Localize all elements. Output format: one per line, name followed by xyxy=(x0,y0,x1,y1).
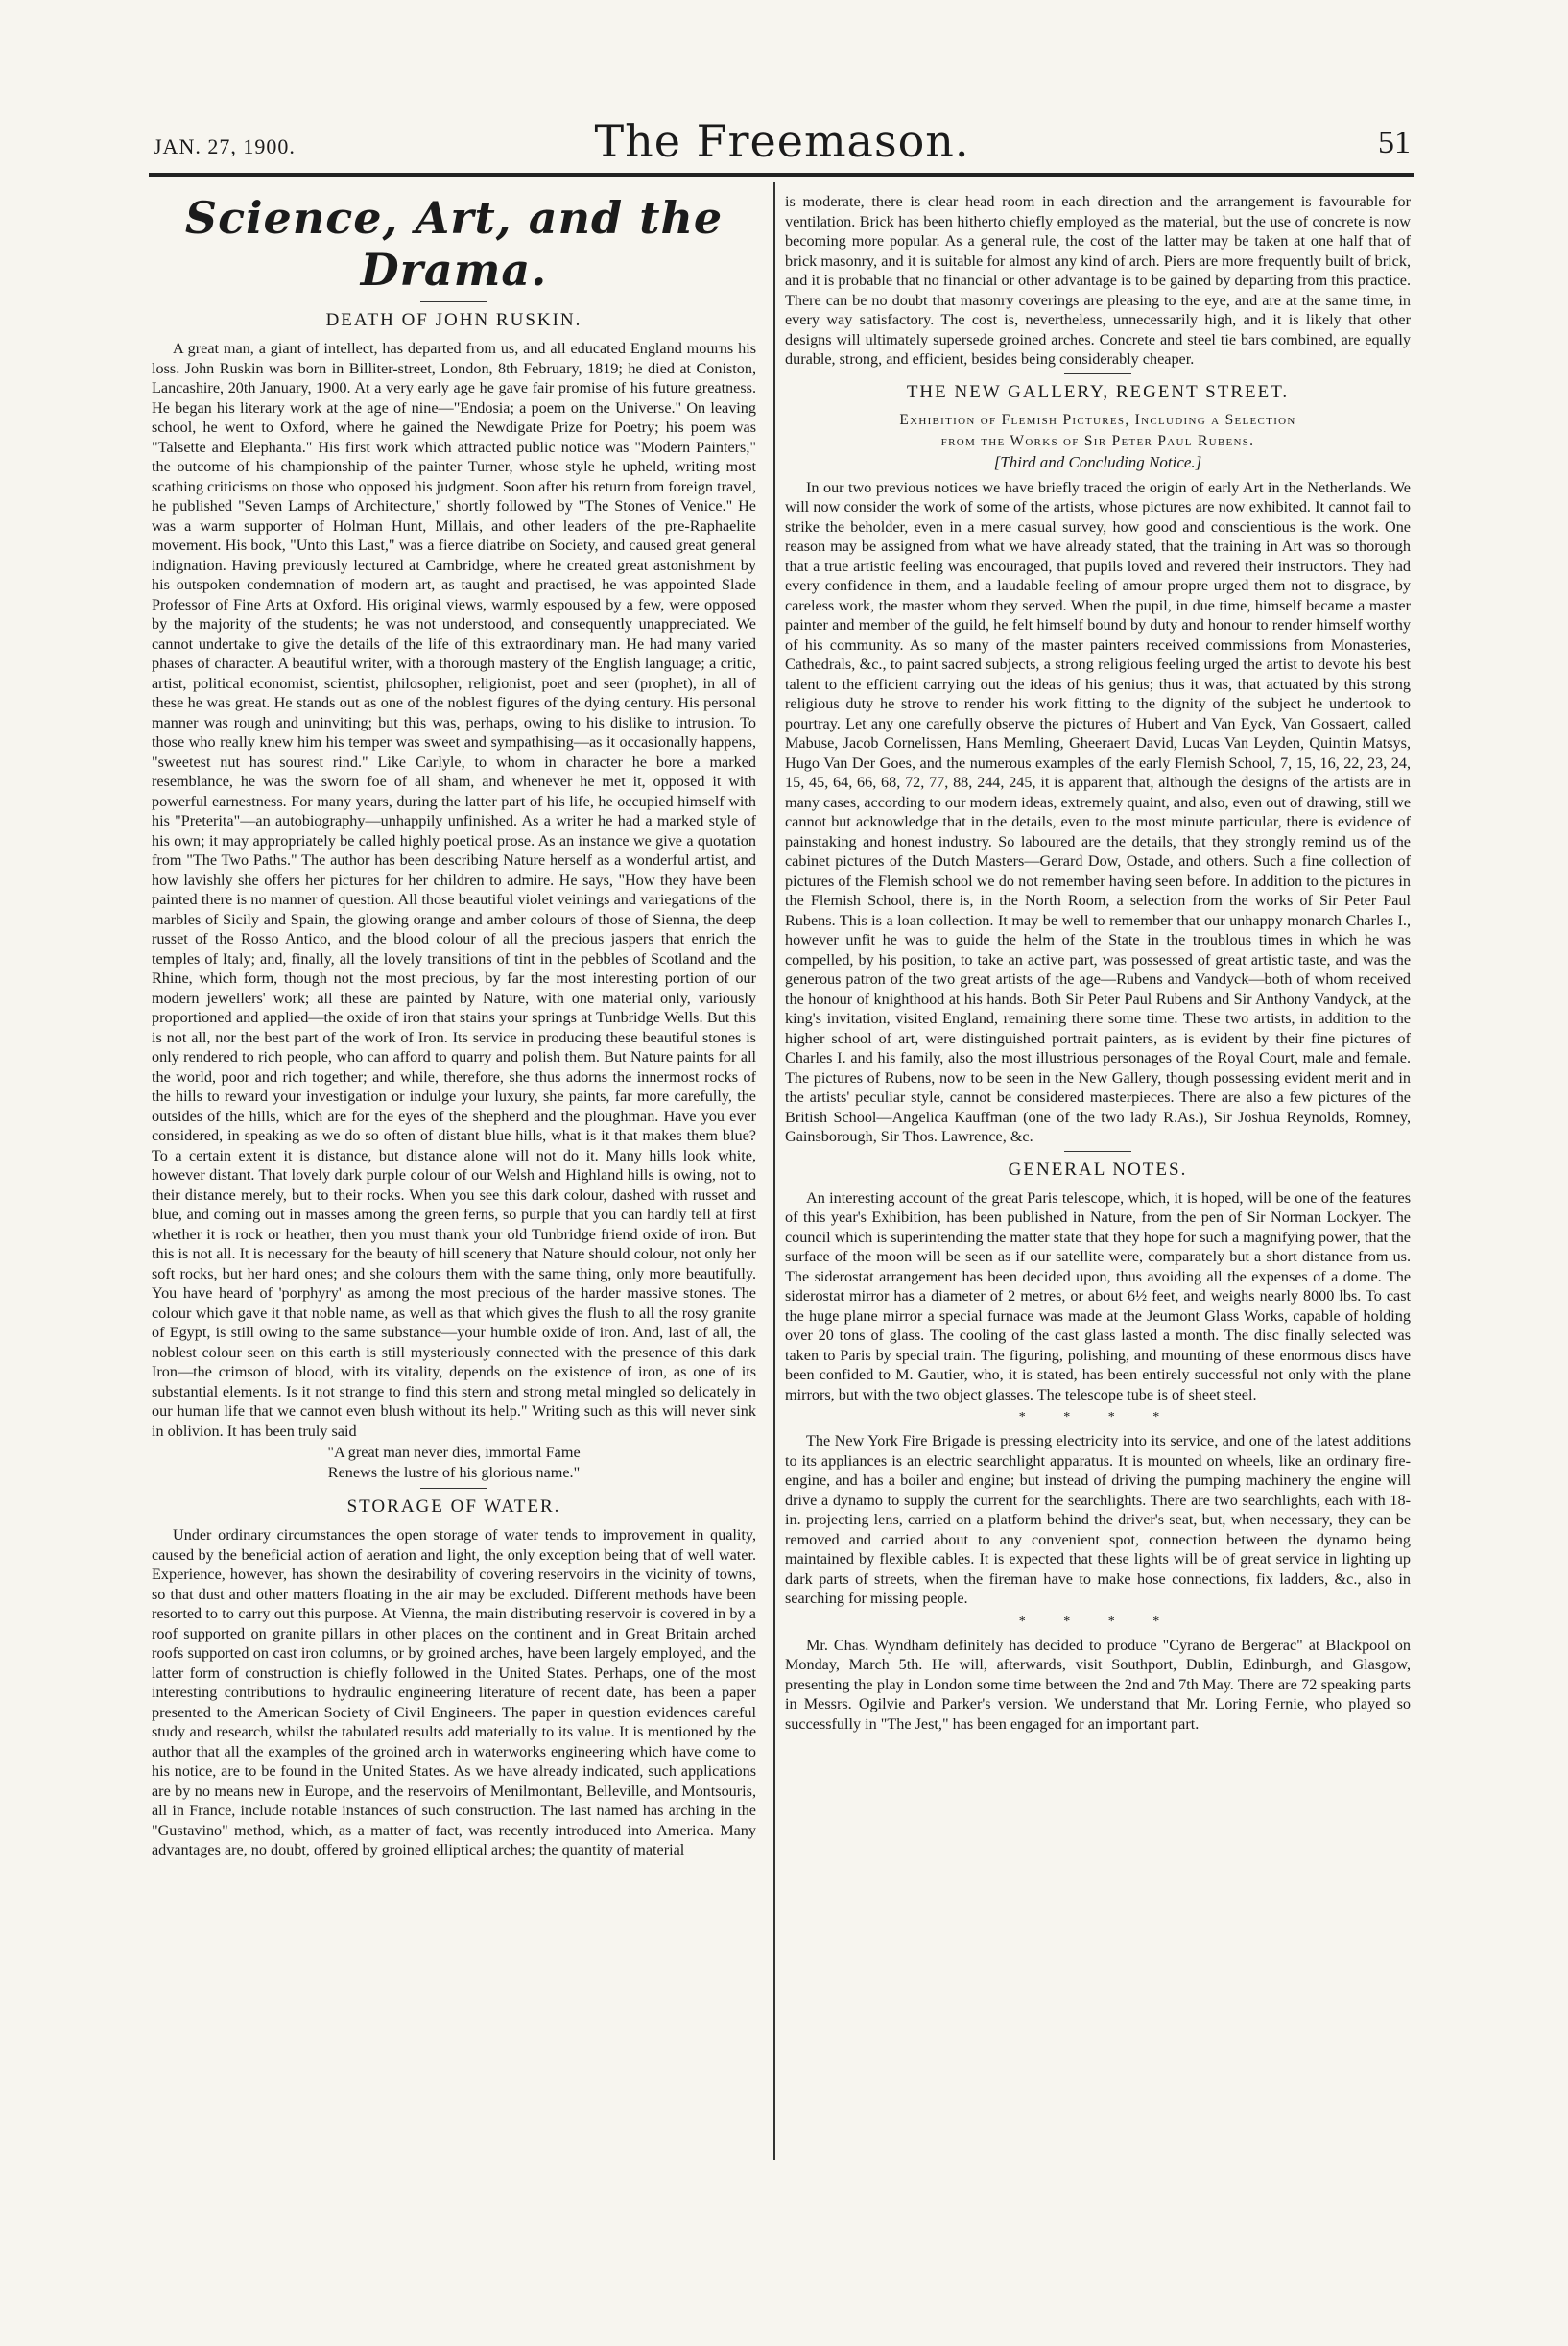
left-column xyxy=(152,192,756,1860)
section-title: Science, Art, and the Drama. xyxy=(184,192,724,296)
notes-wyndham-text: Mr. Chas. Wyndham definitely has decided to produce "Cyrano de Bergerac" at Blackpool on Monday, March 5th. He will, afterwards, visit Southport, Dublin, Edinburgh, and Glasgow, presenting the play in London some time between the 2nd and 7th May. There are 72 speaking parts in Messrs. Ogilvie and Parker's version. We understand that Mr. Loring Fernie, who played so successfully in "The Jest," has been engaged for an important part. xyxy=(785,1636,1411,1733)
notes-heading: GENERAL NOTES. xyxy=(1008,1159,1188,1180)
divider xyxy=(1064,1151,1131,1152)
storage-heading: STORAGE OF WATER. xyxy=(346,1496,561,1517)
asterism: * * * * xyxy=(1018,1410,1177,1424)
divider xyxy=(420,1488,487,1489)
divider xyxy=(420,301,487,302)
notes-telescope-text: An interesting account of the great Paris telescope, which, it is hoped, will be one of the features of this year's Exhibition, has been published in Nature, from the pen of Sir Norman Lockyer. The council which is superintending the matter state that they hope for such a magnifying power, that the surface of the moon will be seen as if our satellite were, comparately but a short distance from us. The siderostat arrangement has been decided upon, thus avoiding all the expenses of a dome. The siderostat mirror has a diameter of 2 metres, or about 6½ feet, and weighs nearly 8000 lbs. To cast the huge plane mirror a special furnace was made at the Jeumont Glass Works, capable of holding over 20 tons of glass. The cooling of the cast glass lasted a month. The disc finally selected was taken to Paris by special train. The figuring, polishing, and mounting of these enormous discs have been confided to M. Gautier, who, it is stated, has been entirely successful not only with the plane mirrors, but with the two object glasses. The telescope tube is of sheet steel. xyxy=(785,1188,1411,1403)
ruskin-quote-line-2: Renews the lustre of his glorious name." xyxy=(327,1463,581,1481)
notes-fire-brigade-text: The New York Fire Brigade is pressing electricity into its service, and one of the latest additions to its appliances is an electric searchlight apparatus. It is mounted on wheels, like an ordinary fire-engine, and has a boiler and engine; but instead of driving the pumping machinery the engine will drive a dynamo to supply the current for the searchlights. There are two searchlights, each with 18-in. projecting lens, carried on a platform behind the driver's seat, but, when necessary, they can be removed and carried about to any convenient spot, connection between the dynamo being maintained by flexible cables. It is expected that these lights will be of great service in lighting up dark parts of streets, when the fireman have to make hose connections, fix ladders, &c., also in searching for missing people. xyxy=(785,1432,1411,1607)
gallery-article-text: In our two previous notices we have briefly traced the origin of early Art in the Netherlands. We will now consider the work of some of the artists, whose pictures are now exhibited. It cannot fail to strike the beholder, even in a mere casual survey, how good and conscientious is the work. One reason may be assigned from what we have already stated, that the training in Art was so thorough that a true artistic feeling was encouraged, that pupils loved and revered their instructors. They had every confidence in them, and a laudable feeling of amour propre urged them not to disgrace, by careless work, the master whom they served. When the pupil, in due time, himself became a master painter and member of the guild, he felt himself bound by duty and honour to render himself worthy of his community. As so many of the master painters received commissions from Monasteries, Cathedrals, &c., to paint sacred subjects, a strong religious feeling urged the artist to devote his best talent to the efficient carrying out the ideas of his genius; thus it was, that actuated by this strong religious duty he strove to render his work fitting to the dignity of the subject he undertook to pourtray. Let any one carefully observe the pictures of Hubert and Van Eyck, Van Gossaert, called Mabuse, Jacob Cornelissen, Hans Memling, Gheeraert David, Lucas Van Leyden, Quintin Matsys, Hugo Van Der Goes, and the numerous examples of the early Flemish School, 7, 15, 16, 22, 23, 24, 15, 45, 64, 66, 68, 72, 77, 88, 244, 245, it is apparent that, although the designs of the artists are in many cases, according to our modern ideas, extremely quaint, and also, even out of drawing, still we cannot but acknowledge that in the details, even to the most minute particular, there is evidence of painstaking and honest industry. So laboured are the details, that they strongly remind us of the cabinet pictures of the Dutch Masters—Gerard Dow, Ostade, and others. Such a fine collection of pictures of the Flemish school we do not remember having seen before. In addition to the pictures in the Flemish School, there is, in the North Room, a selection from the works of Sir Peter Paul Rubens. This is a loan collection. It may be well to remember that our unhappy monarch Charles I., however unfit he was to guide the helm of the State in the troublous times in which he was compelled, by his position, to take an active part, was possessed of great artistic taste, and was the generous patron of the two great artists of the age—Rubens and Vandyck—both of whom received the honour of knighthood at his hands. Both Sir Peter Paul Rubens and Sir Anthony Vandyck, at the king's invitation, visited England, remaining there some time. These two artists, in addition to the higher school of art, were distinguished portrait painters, as is evident by their fine pictures of Charles I. and his family, also the most illustrious personages of the Royal Court, male and female. The pictures of Rubens, now to be seen in the New Gallery, though possessing evident merit and in the artists' peculiar style, cannot be considered masterpieces. There are also a few pictures of the British School—Angelica Kauffman (one of the two lady R.As.), Sir Joshua Reynolds, Romney, Gainsborough, Sir Thos. Lawrence, &c. xyxy=(785,478,1411,1145)
storage-article-continued: is moderate, there is clear head room in each direction and the arrangement is favourable for ventilation. Brick has been hitherto chiefly employed as the material, but the use of concrete is now becoming more popular. As a general rule, the cost of the latter may be taken at one half that of brick masonry, and it is suitable for almost any kind of arch. Piers are more frequently built of brick, and it is probable that no financial or other advantage is to be gained by departing from this practice. There can be no doubt that masonry coverings are pleasing to the eye, and are at the same time, in every way satisfactory. The cost is, nevertheless, unnecessarily high, and it is likely that other designs will ultimately supersede groined arches. Concrete and steel tie bars combined, are equally durable, strong, and efficient, besides being considerably cheaper. xyxy=(785,193,1411,368)
ruskin-article-text: A great man, a giant of intellect, has departed from us, and all educated England mourns his loss. John Ruskin was born in Billiter-street, London, 8th February, 1819; he died at Coniston, Lancashire, 20th January, 1900. At a very early age he gave fair promise of his future greatness. He began his literary work at the age of nine—"Endosia; a poem on the Universe." On leaving school, he went to Oxford, where he gained the Newdigate Prize for Poetry; his poem was "Talsette and Elephanta." His first work which attracted public notice was "Modern Painters," the outcome of his championship of the painter Turner, whose style he upheld, writing most scathing criticisms on those who opposed his judgment. Soon after his return from foreign travel, he published "Seven Lamps of Architecture," shortly followed by "The Stones of Venice." He was a warm supporter of Holman Hunt, Millais, and other leaders of the pre-Raphaelite movement. His book, "Unto this Last," was a fierce diatribe on Society, and caused great general indignation. Having previously lectured at Cambridge, where he created great astonishment by his outspoken condemnation of modern art, as taught and practised, he was appointed Slade Professor of Fine Arts at Oxford. His original views, warmly espoused by a few, were opposed by the majority of the students; he was not understood, and consequently unappreciated. We cannot undertake to give the details of the life of this extraordinary man. He had many varied phases of character. A beautiful writer, with a thorough mastery of the English language; a critic, artist, political economist, scientist, philosopher, religionist, poet and seer (prophet), in all of these he was great. He stands out as one of the noblest figures of the dying century. His personal manner was rough and uninviting; but this was, perhaps, owing to his dislike to intrusion. To those who really knew him his temper was sweet and sympathising—as it occasionally happens, "sweetest nut has sourest rind." Like Carlyle, to whom in character he bore a marked resemblance, he was the sworn foe of all sham, and whenever he met it, opposed it with powerful earnestness. For many years, during the latter part of his life, he occupied himself with his "Preterita"—an autobiography—unhappily unfinished. As a writer he had a marked style of his own; it may appropriately be called highly poetical prose. As an instance we give a quotation from "The Two Paths." The author has been describing Nature herself as a wonderful artist, and how lavishly she offers her pictures for her children to admire. He says, "How they have been painted there is no manner of question. All those beautiful violet veinings and variegations of the marbles of Sicily and Spain, the glowing orange and amber colours of those of Sienna, the deep russet of the Rosso Antico, and the blood colour of all the precious jaspers that enrich the temples of Italy; and, finally, all the lovely transitions of tint in the pebbles of Scotland and the Rhine, which form, though not the most precious, by far the most interesting portion of our modern jewellers' work; all these are painted by Nature, with one material only, variously proportioned and applied—the oxide of iron that stains your springs at Tunbridge Wells. But this is not all, nor the best part of the work of Iron. Its service in producing these beautiful stones is only rendered to rich people, who can afford to quarry and polish them. But Nature paints for all the world, poor and rich together; and while, therefore, she thus adorns the innermost rocks of the hills to reward your investigation or indulge your luxury, she paints, far more carefully, the outsides of the hills, which are for the eyes of the shepherd and the ploughman. Have you ever considered, in speaking as we do so often of distant blue hills, what is it that makes them blue? To a certain extent it is distance, but distance alone will not do it. Many hills look white, however distant. That lovely dark purple colour of our Welsh and Highland hills is owing, not to their distance merely, but to their rocks. When you see this dark colour, dashed with russet and blue, and coming out in masses among the green ferns, so purple that you can hardly tell at first whether it is rock or heather, then you must thank your old Tunbridge friend oxide of iron. But this is not all. It is necessary for the beauty of hill scenery that Nature should colour, not only her soft rocks, but her hard ones; and she colours them with the same thing, only more beautifully. You have heard of 'porphyry' as among the most precious of the harder massive stones. The colour which gave it that noble name, as well as that which gives the flush to all the rosy granite of Egypt, is still owing to the same substance—your humble oxide of iron. And, last of all, the noblest colour seen on this earth is still mysteriously connected with the presence of this dark Iron—the crimson of blood, with its vitality, depends on the existence of iron, as one of its substantial elements. Is it not strange to find this stern and strong metal mingled so delicately in our human life that we cannot even blush without its help." Writing such as this will never sink in oblivion. It has been truly said xyxy=(152,340,756,1440)
masthead-rule xyxy=(149,173,1414,177)
storage-article-text: Under ordinary circumstances the open storage of water tends to improvement in quality, caused by the beneficial action of aeration and light, the only exception being that of well water. Experience, however, has shown the desirability of covering reservoirs in the vicinity of towns, so that dust and other matters floating in the air may be excluded. Different methods have been resorted to to carry out this purpose. At Vienna, the main distributing reservoir is covered in by a roof supported on granite pillars in other places on the continent and in Great Britain arched roofs supported on cast iron columns, or by groined arches, have been largely employed, and the latter form of construction is chiefly followed in the United States. Perhaps, one of the most interesting contributions to hydraulic engineering literature of recent date, has been a paper presented to the American Society of Civil Engineers. The paper in question evidences careful study and research, whilst the tabulated results add materially to its value. It is mentioned by the author that all the examples of the groined arch in waterworks engineering which have come to his notice, are to be found in the United States. As we have already indicated, such applications are by no means new in Europe, and the reservoirs of Menilmontant, Belleville, and Montsouris, all in France, include notable instances of such construction. The last named has arching in the "Gustavino" method, which, as a matter of fact, was recently introduced into America. Many advantages are, no doubt, offered by groined elliptical arches; the quantity of material xyxy=(152,1526,756,1858)
masthead xyxy=(154,115,1411,173)
newspaper-title: The Freemason. xyxy=(594,115,970,167)
gallery-subheading-2: from the Works of Sir Peter Paul Rubens. xyxy=(940,432,1255,449)
asterism: * * * * xyxy=(1018,1614,1177,1629)
ruskin-quote-line-1: "A great man never dies, immortal Fame xyxy=(327,1444,581,1461)
gallery-notice: [Third and Concluding Notice.] xyxy=(993,452,1202,471)
column-divider xyxy=(773,182,775,2160)
page-number: 51 xyxy=(1378,125,1411,160)
ruskin-heading: DEATH OF JOHN RUSKIN. xyxy=(325,310,582,330)
right-column xyxy=(785,192,1411,1734)
issue-date: JAN. 27, 1900. xyxy=(154,134,296,158)
ruskin-quote xyxy=(152,1443,756,1482)
gallery-subheading-1: Exhibition of Flemish Pictures, Including a Selection xyxy=(899,411,1296,428)
gallery-heading: THE NEW GALLERY, REGENT STREET. xyxy=(906,381,1290,402)
divider xyxy=(1064,373,1131,374)
